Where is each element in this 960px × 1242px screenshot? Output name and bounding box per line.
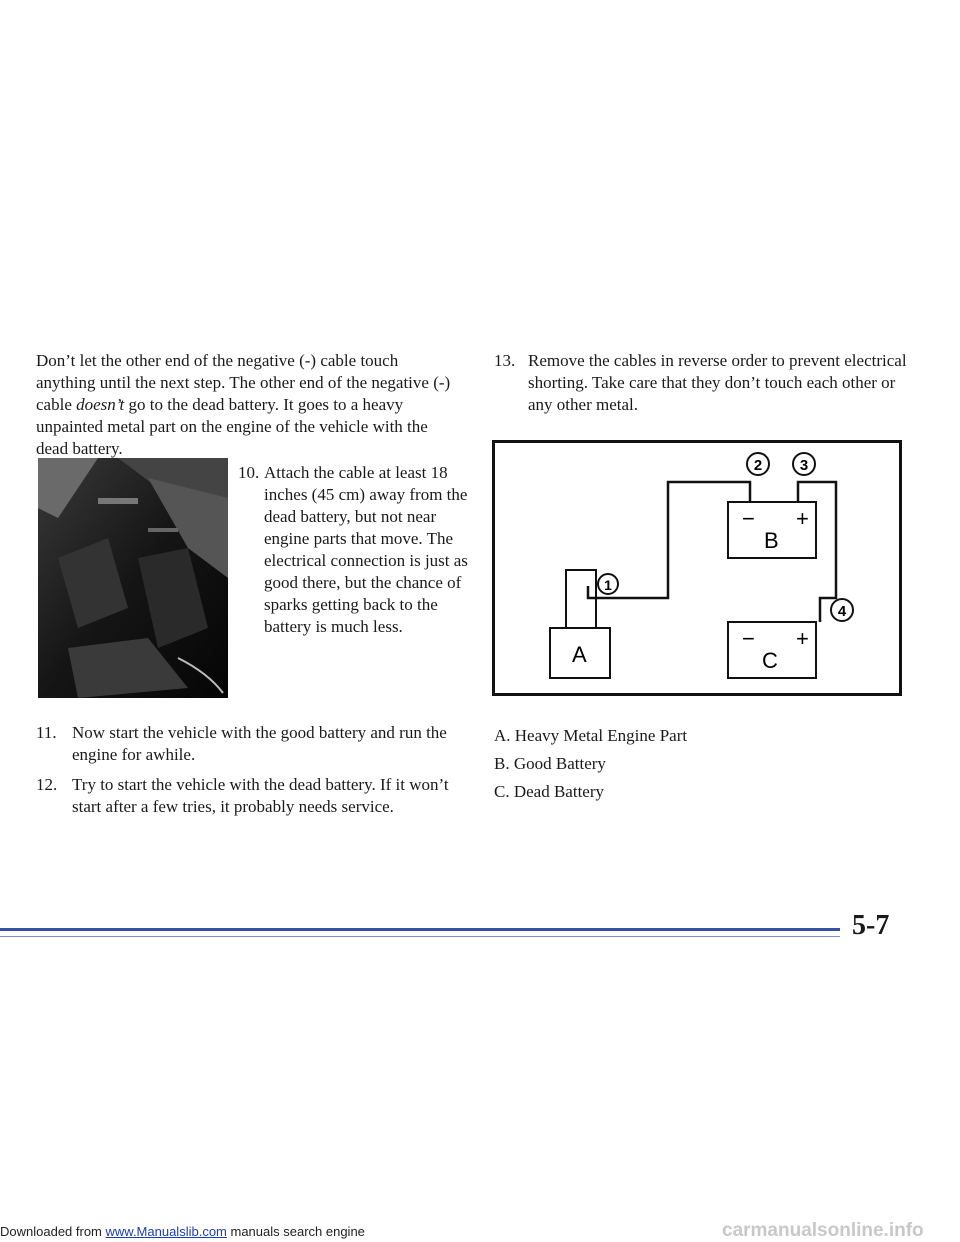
battery-b-label: B xyxy=(764,528,779,553)
legend-item: C. Dead Battery xyxy=(494,782,604,801)
svg-text:3: 3 xyxy=(799,457,809,474)
step-number: 12. xyxy=(36,775,58,794)
battery-c-plus: + xyxy=(796,626,809,651)
emphasis-doesnt: doesn’t xyxy=(76,395,125,414)
callout-3 xyxy=(793,453,815,475)
diagram-legend xyxy=(494,722,687,806)
step-text: Try to start the vehicle with the dead battery. If it won’t start after a few tries, it probably needs service. xyxy=(72,775,449,816)
watermark: carmanualsonline.info xyxy=(722,1220,924,1241)
footer-rule xyxy=(0,928,840,931)
download-footer: Downloaded from www.Manualslib.com manuals search engine xyxy=(0,1224,365,1239)
battery-b-plus: + xyxy=(796,506,809,531)
step-number: 11. xyxy=(36,723,57,742)
svg-text:1: 1 xyxy=(604,577,612,593)
step-text: Now start the vehicle with the good battery and run the engine for awhile. xyxy=(72,723,447,764)
step-text: Remove the cables in reverse order to prevent electrical shorting. Take care that they don’t touch each other or any other metal. xyxy=(528,351,907,414)
legend-item: A. Heavy Metal Engine Part xyxy=(494,726,688,745)
battery-b-minus: − xyxy=(742,506,755,531)
footer-rule-thin xyxy=(0,936,840,937)
callout-2 xyxy=(747,453,769,475)
callout-1 xyxy=(598,574,618,594)
legend-item: B. Good Battery xyxy=(494,754,606,773)
step-number: 13. xyxy=(494,351,516,370)
step-number: 10. xyxy=(238,463,260,482)
svg-text:4: 4 xyxy=(837,603,847,620)
page-number: 5-7 xyxy=(852,910,890,941)
engine-photo xyxy=(38,458,228,698)
battery-c-label: C xyxy=(762,648,778,673)
svg-text:2: 2 xyxy=(753,457,763,474)
step-text: Attach the cable at least 18 inches (45 cm) away from the dead battery, but not near engine parts that move. The electrical connection is just as good there, but the chance of sparks getting back to the battery is much less. xyxy=(264,463,468,636)
callout-4 xyxy=(831,599,853,621)
battery-c-minus: − xyxy=(742,626,755,651)
engine-photo-image xyxy=(38,458,228,698)
manualslib-link[interactable]: www.Manualslib.com xyxy=(105,1224,227,1239)
intro-paragraph: Don’t let the other end of the negative (-) cable touch anything until the next step. The other end of the negative (-) cable doesn’t go to the dead battery. It goes to a heavy unpainted metal part on the engine of the vehicle with the dead battery. xyxy=(36,351,451,458)
engine-part-a-label: A xyxy=(572,642,587,667)
jump-start-diagram xyxy=(492,440,902,696)
